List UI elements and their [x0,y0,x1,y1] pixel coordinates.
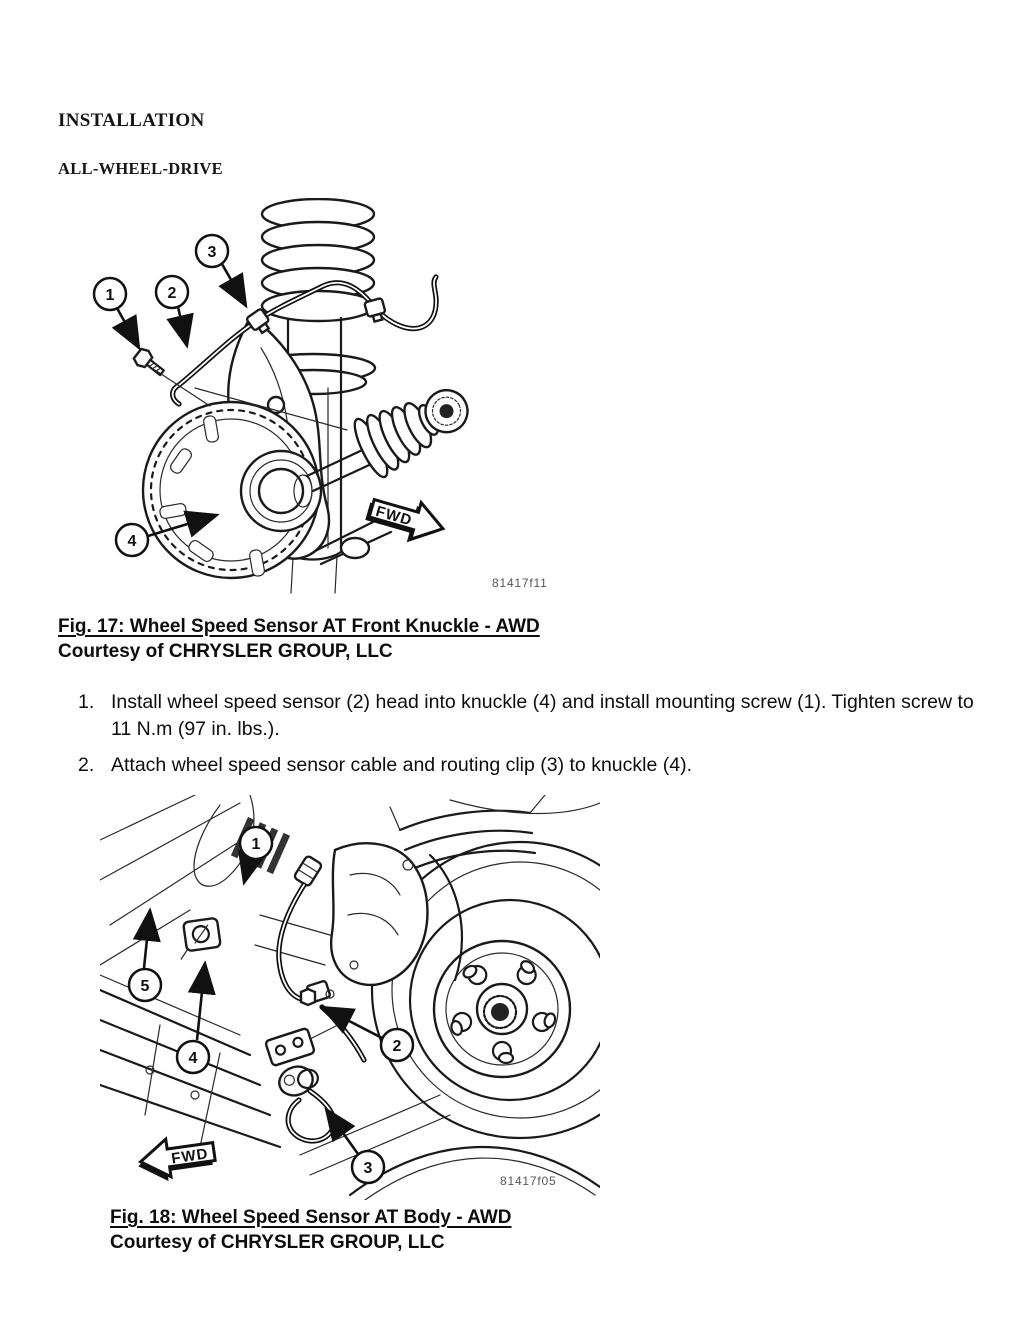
fwd-arrow [363,489,449,551]
figure18-caption [110,1205,512,1255]
installation-steps [78,689,990,788]
svg-text:2: 2 [167,285,177,302]
figure17-caption-courtesy: Courtesy of CHRYSLER GROUP, LLC [58,641,393,662]
callout-3 [196,235,246,306]
svg-text:4: 4 [188,1050,198,1067]
step-2-text: Attach wheel speed sensor cable and routing clip (3) to knuckle (4). [111,754,692,776]
routing-clip-icon [176,918,222,959]
drivetrain-subheading: ALL-WHEEL-DRIVE [58,159,223,178]
figure17-caption-title: Fig. 17: Wheel Speed Sensor AT Front Knuckle - AWD [58,616,540,637]
figure17-caption [58,614,540,664]
svg-text:4: 4 [127,533,137,550]
svg-text:FWD: FWD [170,1145,210,1168]
fwd-arrow [135,1133,217,1185]
svg-text:1: 1 [105,287,115,304]
svg-text:5: 5 [140,978,150,995]
step-2 [78,752,990,779]
svg-text:FWD: FWD [373,502,415,530]
callout-3 [326,1109,384,1183]
figure17-diagram [55,198,555,603]
svg-text:3: 3 [207,244,217,261]
callout-4 [177,963,209,1073]
connector-icon [293,855,322,887]
figure18-image-id: 81417f05 [500,1174,557,1188]
svg-text:3: 3 [363,1160,373,1177]
section-heading: INSTALLATION [58,110,205,131]
callout-5 [129,910,161,1001]
callout-2 [156,276,188,346]
callout-1 [94,278,139,348]
callout-2 [322,1007,413,1061]
lower-sensor-illustration [265,1023,342,1141]
brake-rotor-illustration [143,402,321,578]
sensor-head-icon [301,980,334,1005]
step-1-number: 1. [78,691,95,713]
callout-1 [240,827,272,883]
svg-text:2: 2 [392,1038,402,1055]
figure18-caption-courtesy: Courtesy of CHRYSLER GROUP, LLC [110,1232,445,1253]
figure17-image-id: 81417f11 [492,576,548,590]
step-1-text: Install wheel speed sensor (2) head into knuckle (4) and install mounting screw (1). Tighten screw to 11 N.m (97 in. lbs.). [111,691,974,740]
figure18-caption-title: Fig. 18: Wheel Speed Sensor AT Body - AWD [110,1207,512,1228]
step-2-number: 2. [78,754,95,776]
figure18-diagram [100,795,600,1200]
step-1 [78,689,990,743]
svg-text:1: 1 [251,836,261,853]
